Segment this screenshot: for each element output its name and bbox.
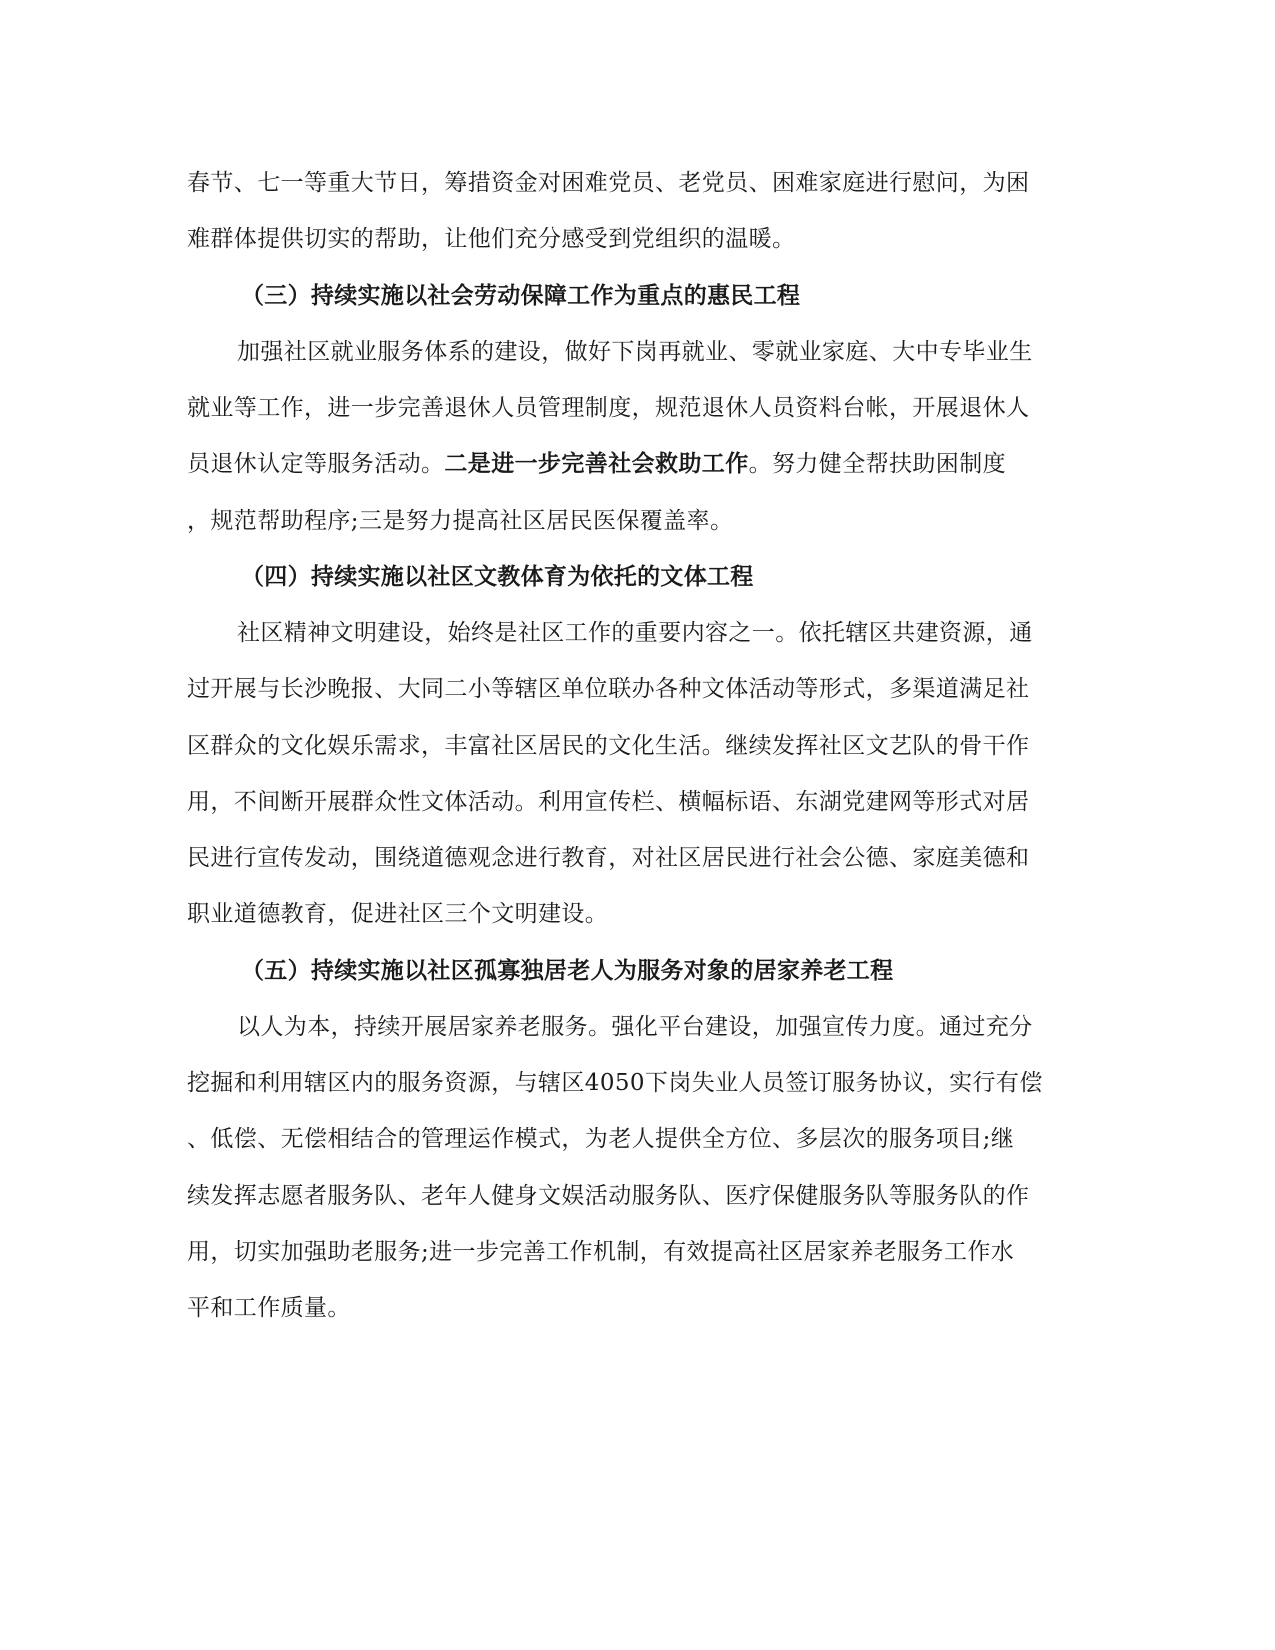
body-text-line: 就业等工作，进一步完善退休人员管理制度，规范退休人员资料台帐，开展退休人 xyxy=(187,395,1030,421)
body-text-line: 用，切实加强助老服务;进一步完善工作机制，有效提高社区居家养老服务工作水 xyxy=(187,1239,1015,1265)
section-heading-5: （五）持续实施以社区孤寡独居老人为服务对象的居家养老工程 xyxy=(241,957,894,984)
section-heading-3: （三）持续实施以社会劳动保障工作为重点的惠民工程 xyxy=(241,282,801,309)
body-text-segment: 员退休认定等服务活动。 xyxy=(187,451,445,477)
body-text-line: 区群众的文化娱乐需求，丰富社区居民的文化生活。继续发挥社区文艺队的骨干作 xyxy=(187,733,1030,759)
body-text-line: 以人为本，持续开展居家养老服务。强化平台建设，加强宣传力度。通过充分 xyxy=(237,1014,1033,1040)
body-text-line: 、低偿、无偿相结合的管理运作模式，为老人提供全方位、多层次的服务项目;继 xyxy=(187,1126,1015,1152)
body-text-line: 春节、七一等重大节日，筹措资金对困难党员、老党员、困难家庭进行慰问，为困 xyxy=(187,170,1030,196)
body-text-line: ，规范帮助程序;三是努力提高社区居民医保覆盖率。 xyxy=(187,508,734,534)
body-text-line: 社区精神文明建设，始终是社区工作的重要内容之一。依托辖区共建资源，通 xyxy=(237,620,1033,646)
body-text-line: 挖掘和利用辖区内的服务资源，与辖区4050下岗失业人员签订服务协议，实行有偿 xyxy=(187,1070,1043,1096)
body-text-line: 平和工作质量。 xyxy=(187,1295,351,1321)
emphasis-text: 二是进一步完善社会救助工作 xyxy=(444,450,749,477)
body-text-line: 用，不间断开展群众性文体活动。利用宣传栏、横幅标语、东湖党建网等形式对居 xyxy=(187,789,1030,815)
body-text-line: 过开展与长沙晚报、大同二小等辖区单位联办各种文体活动等形式，多渠道满足社 xyxy=(187,676,1030,702)
body-text-line: 职业道德教育，促进社区三个文明建设。 xyxy=(187,901,609,927)
body-text-line: 加强社区就业服务体系的建设，做好下岗再就业、零就业家庭、大中专毕业生 xyxy=(237,339,1033,365)
body-text-line: 民进行宣传发动，围绕道德观念进行教育，对社区居民进行社会公德、家庭美德和 xyxy=(187,845,1030,871)
body-text-line: 续发挥志愿者服务队、老年人健身文娱活动服务队、医疗保健服务队等服务队的作 xyxy=(187,1183,1030,1209)
body-text-segment: 。努力健全帮扶助困制度 xyxy=(748,451,1007,477)
body-text-line: 难群体提供切实的帮助，让他们充分感受到党组织的温暖。 xyxy=(187,226,796,252)
section-heading-4: （四）持续实施以社区文教体育为依托的文体工程 xyxy=(241,563,754,590)
body-text-line xyxy=(187,444,1006,484)
